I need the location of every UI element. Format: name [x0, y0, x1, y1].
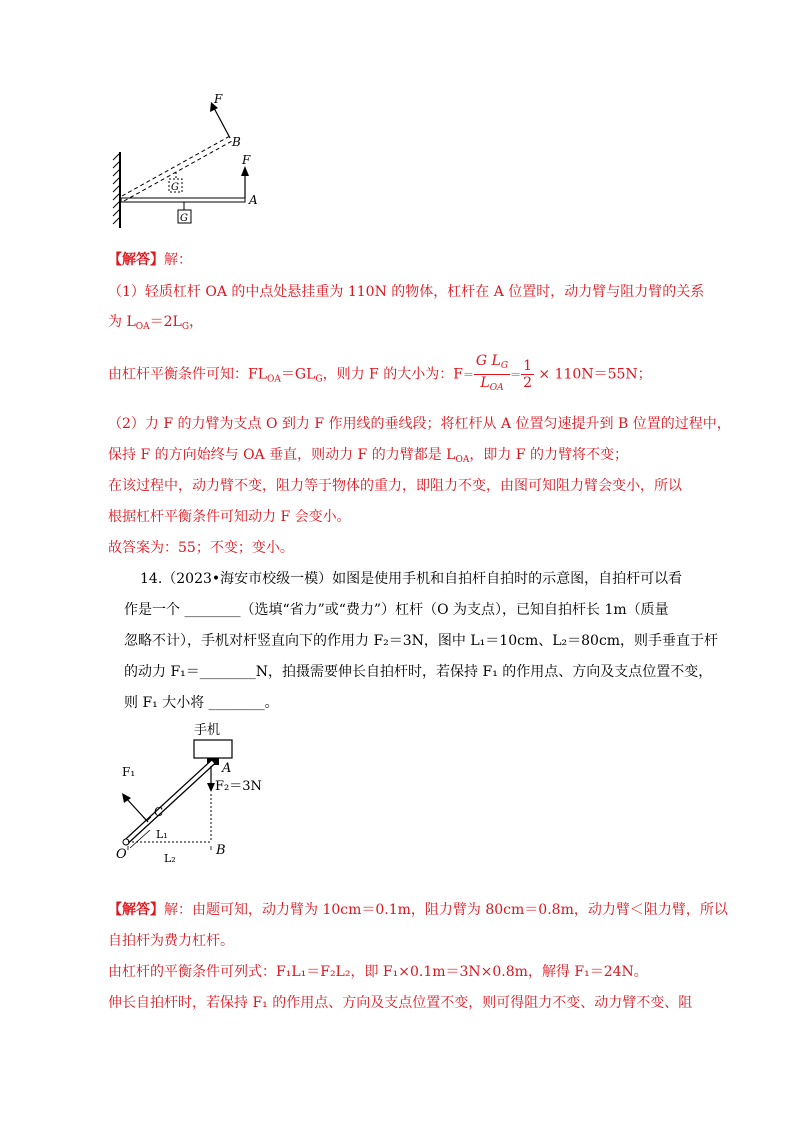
answer13-p3: （2）力 F 的力臂为支点 O 到力 F 作用线的垂线段；将杠杆从 A 位置匀速提升到 B 位置的过程中，: [108, 416, 731, 432]
answer14-line3: 由杠杆的平衡条件可列式：F₁L₁＝F₂L₂，即 F₁×0.1m＝3N×0.8m，解得 F₁＝24N。: [108, 964, 648, 980]
label-F1: F₁: [122, 765, 136, 779]
answer13-p1a: （1）轻质杠杆 OA 的中点处悬挂重为 110N 的物体，杠杆在 A 位置时，动力臂与阻力臂的关系: [108, 284, 705, 300]
question14-line4: 的动力 F₁＝________N，拍摄需要伸长自拍杆时，若保持 F₁ 的作用点、方向及支点位置不变，: [124, 664, 713, 680]
label-B2: B: [216, 843, 226, 858]
answer14-line4: 伸长自拍杆时，若保持 F₁ 的作用点、方向及支点位置不变，则可得阻力不变、动力臂不变、阻: [108, 995, 693, 1011]
label-F-A: F: [242, 153, 251, 167]
selfie-stick-diagram: [112, 718, 282, 868]
label-L2: L₂: [164, 852, 176, 865]
phone-label: 手机: [194, 723, 221, 738]
answer13-p1b: 为 $L_{OA}=2L_G$，: [108, 314, 204, 332]
lever-diagram-1: [108, 90, 268, 230]
answer13-p6: 根据杠杆平衡条件可知动力 F 会变小。: [108, 509, 351, 525]
label-G-dashed: G: [171, 182, 179, 193]
label-L1: L₁: [156, 828, 168, 841]
label-G: G: [180, 213, 188, 224]
answer14-line2: 自拍杆为费力杠杆。: [108, 933, 234, 949]
answer14-tag: 【解答】: [108, 902, 164, 918]
question14-line2: 作是一个 ________（选填“省力”或“费力”）杠杆（O 为支点），已知自拍杆长 1m（质量: [124, 602, 669, 618]
answer-intro: 解：: [164, 252, 192, 268]
label-C: C: [154, 805, 164, 819]
label-A: A: [249, 193, 258, 207]
answer13-p7: 故答案为：55；不变；变小。: [108, 540, 294, 556]
label-B: B: [232, 135, 241, 149]
question14-line3: 忽略不计），手机对杆竖直向下的作用力 F₂＝3N，图中 L₁＝10cm、L₂＝80cm，则手垂直于杆: [124, 633, 719, 649]
answer13-p4: 保持 F 的方向始终与 OA 垂直，则动力 F 的力臂都是 $L_{OA}$，即力 F 的力臂将不变；: [108, 447, 628, 465]
label-O: O: [116, 847, 127, 862]
label-F2: F₂＝3N: [215, 779, 262, 794]
question14-line1: 14.（2023•海安市校级一模）如图是使用手机和自拍杆自拍时的示意图，自拍杆可以看: [140, 571, 683, 587]
answer13-p2: 由杠杆平衡条件可知：$FL_{OA}=GL_G$，则力 F 的大小为：F＝ $\frac{G L_G}{L_{OA}}$ ＝ $\frac{1}{2}$ × 110N＝55N；: [108, 353, 652, 393]
answer-tag: 【解答】: [108, 252, 164, 268]
answer13-p5: 在该过程中，动力臂不变，阻力等于物体的重力，即阻力不变，由图可知阻力臂会变小，所以: [108, 478, 682, 494]
question14-line5: 则 F₁ 大小将 ________。: [124, 695, 279, 711]
answer14-line1: 解：由题可知，动力臂为 10cm＝0.1m，阻力臂为 80cm＝0.8m，动力臂＜阻力臂，所以: [164, 902, 728, 918]
label-A2: A: [222, 761, 232, 776]
label-F-top: F: [214, 92, 223, 106]
